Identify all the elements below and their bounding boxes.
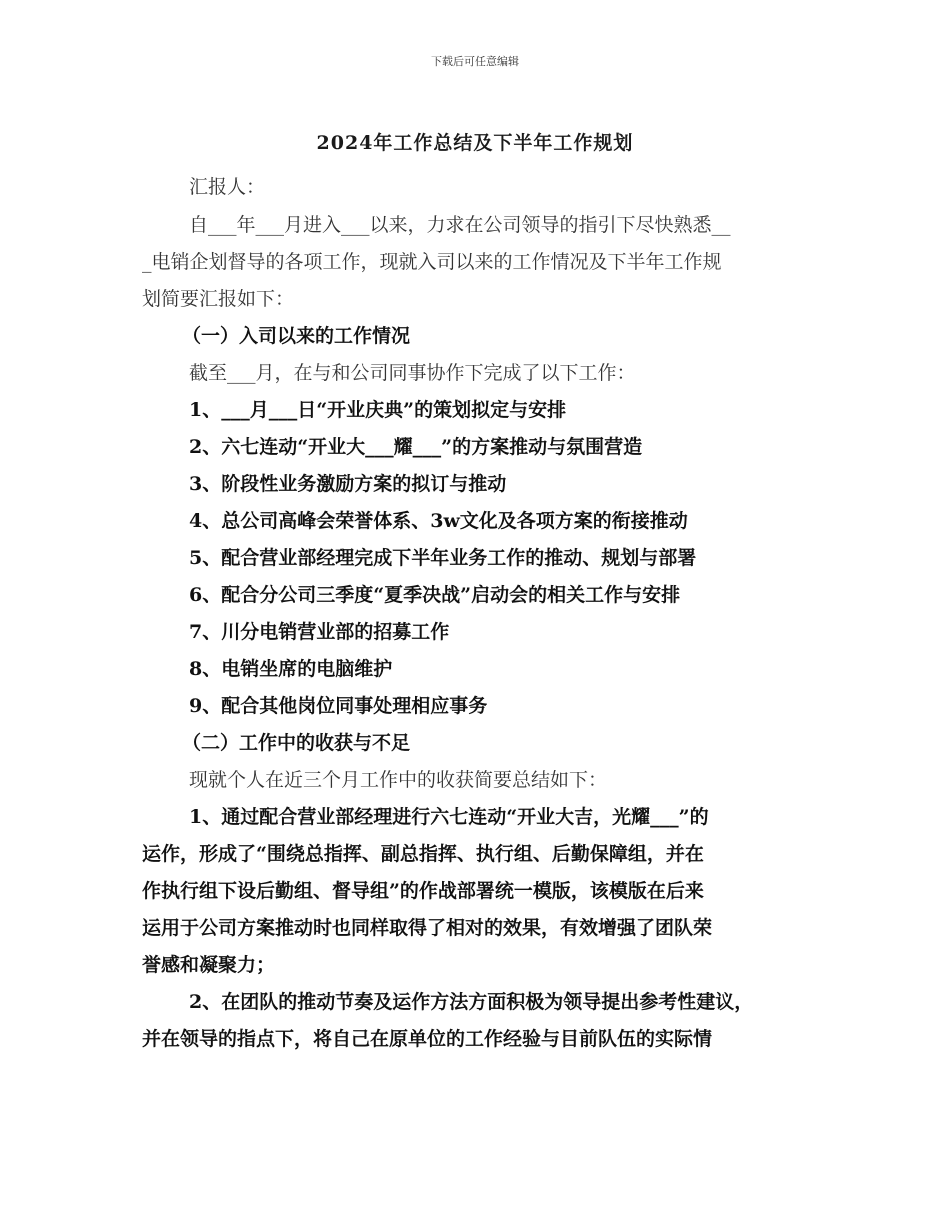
reporter-label: 汇报人：	[189, 176, 266, 198]
section-1-heading: （一）入司以来的工作情况	[182, 325, 411, 347]
gain-para-1-line: 运用于公司方案推动时也同样取得了相对的效果，有效增强了团队荣	[142, 917, 713, 939]
intro-line-1: 自___年___月进入___以来，力求在公司领导的指引下尽快熟悉__	[189, 214, 731, 236]
work-item: 1、___月___日“开业庆典”的策划拟定与安排	[189, 399, 567, 421]
work-item: 4、总公司高峰会荣誉体系、3w文化及各项方案的衔接推动	[189, 510, 688, 532]
work-item: 8、电销坐席的电脑维护	[189, 658, 393, 680]
gain-para-1-line: 誉感和凝聚力；	[142, 954, 276, 976]
document-title: 2024年工作总结及下半年工作规划	[316, 132, 634, 154]
work-item: 2、六七连动“开业大___耀___”的方案推动与氛围营造	[189, 436, 643, 458]
section-2-lead: 现就个人在近三个月工作中的收获简要总结如下：	[189, 769, 608, 791]
page-header-note: 下载后可任意编辑	[431, 55, 519, 68]
gain-para-2-line: 2、在团队的推动节奏及运作方法方面积极为领导提出参考性建议，	[189, 991, 754, 1013]
gain-para-2-line: 并在领导的指点下，将自己在原单位的工作经验与目前队伍的实际情	[142, 1028, 713, 1050]
work-item: 5、配合营业部经理完成下半年业务工作的推动、规划与部署	[189, 547, 697, 569]
work-item: 3、阶段性业务激励方案的拟订与推动	[189, 473, 507, 495]
section-1-lead: 截至___月，在与和公司同事协作下完成了以下工作：	[189, 362, 636, 384]
section-2-heading: （二）工作中的收获与不足	[182, 732, 411, 754]
gain-para-1-line: 1、通过配合营业部经理进行六七连动“开业大吉，光耀___”的	[189, 806, 709, 828]
work-item: 9、配合其他岗位同事处理相应事务	[189, 695, 488, 717]
work-item: 6、配合分公司三季度“夏季决战”启动会的相关工作与安排	[189, 584, 681, 606]
gain-para-1-line: 作执行组下设后勤组、督导组”的作战部署统一模版，该模版在后来	[142, 880, 704, 902]
gain-para-1-line: 运作，形成了“围绕总指挥、副总指挥、执行组、后勤保障组，并在	[142, 843, 704, 865]
intro-line-3: 划简要汇报如下：	[142, 288, 295, 310]
work-item: 7、川分电销营业部的招募工作	[189, 621, 450, 643]
intro-line-2: _电销企划督导的各项工作，现就入司以来的工作情况及下半年工作规	[142, 251, 722, 273]
